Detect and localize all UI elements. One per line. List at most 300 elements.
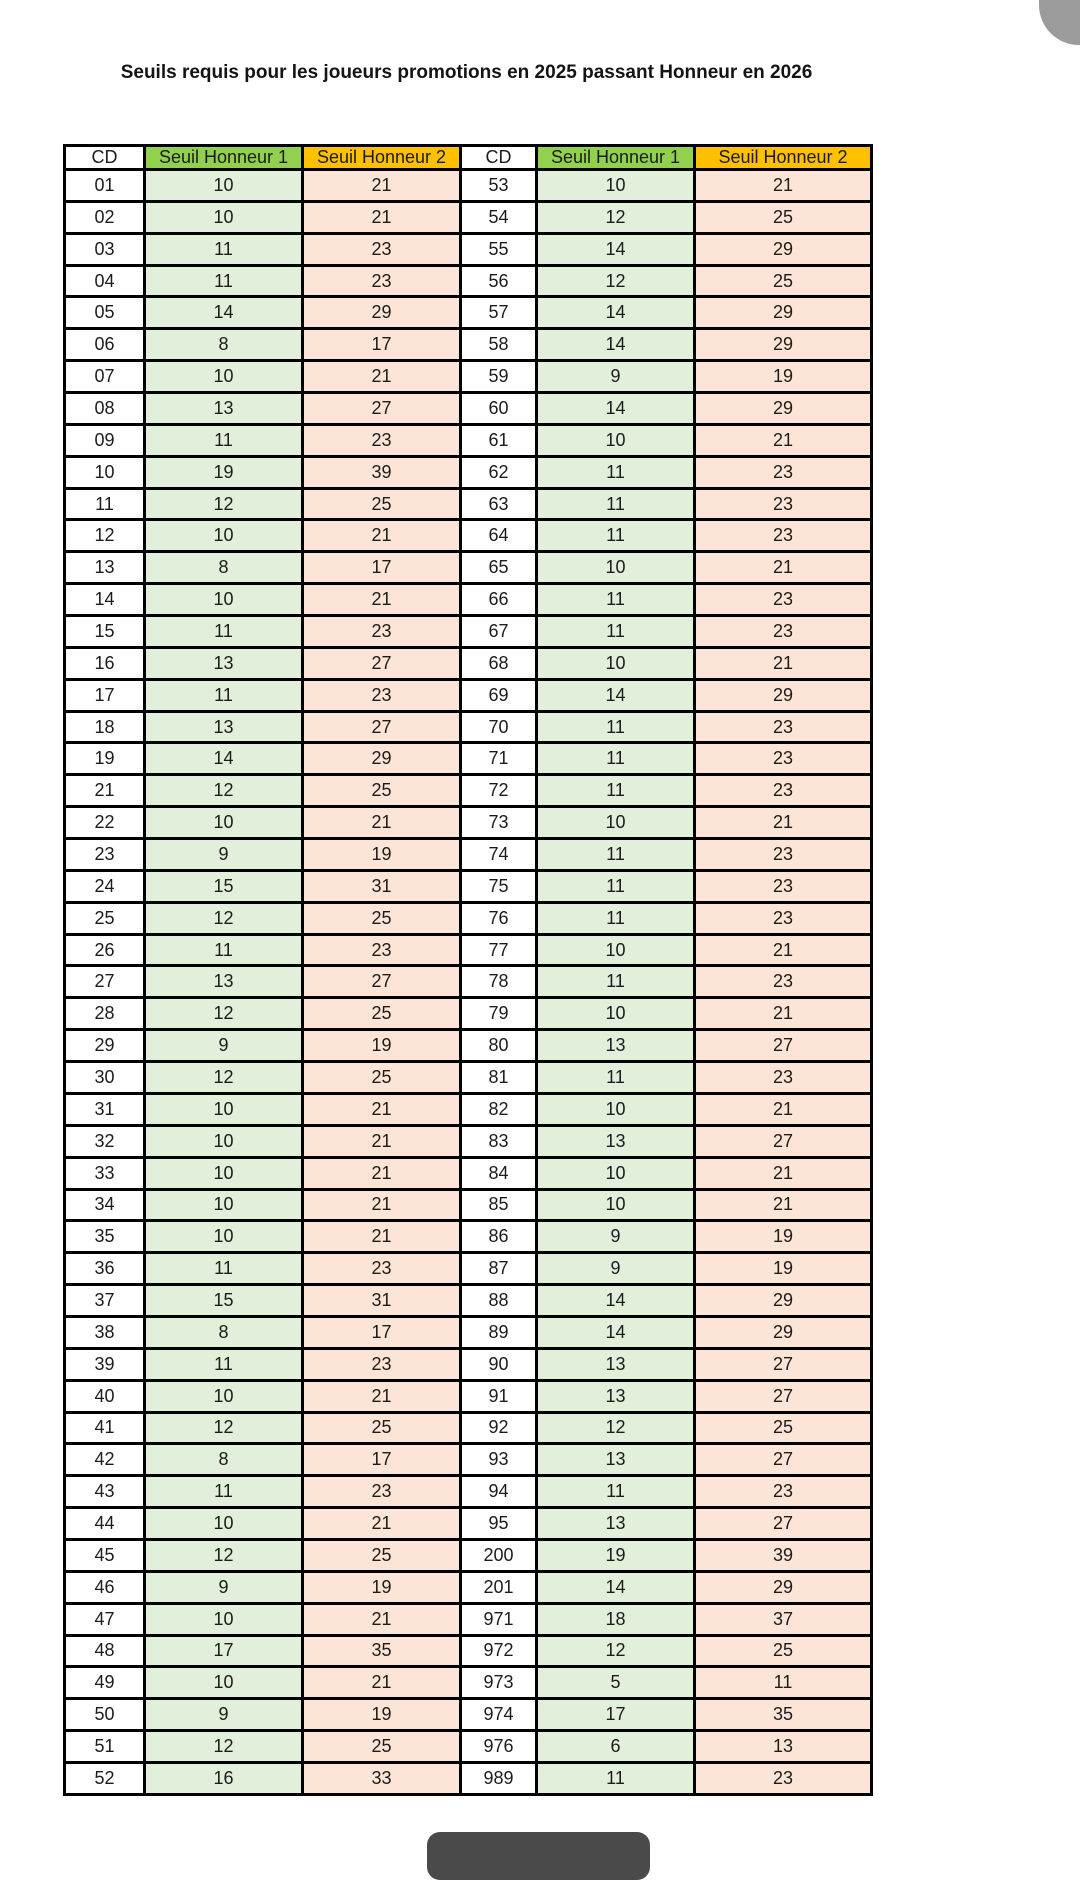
- seuil2-cell: 25: [695, 1412, 872, 1444]
- seuil1-cell: 11: [537, 584, 695, 616]
- cd-cell: 01: [65, 170, 145, 202]
- table-row: [65, 870, 872, 902]
- seuil2-cell: 17: [303, 329, 461, 361]
- seuil1-cell: 13: [145, 393, 303, 425]
- seuil2-cell: 23: [695, 488, 872, 520]
- cd-cell: 25: [65, 902, 145, 934]
- cd-cell: 41: [65, 1412, 145, 1444]
- seuil2-cell: 33: [303, 1762, 461, 1794]
- seuil2-cell: 23: [695, 775, 872, 807]
- seuil2-cell: 23: [695, 456, 872, 488]
- cd-cell: 29: [65, 1030, 145, 1062]
- seuil2-cell: 23: [303, 934, 461, 966]
- seuil2-cell: 29: [303, 743, 461, 775]
- cd-cell: 45: [65, 1539, 145, 1571]
- seuil1-cell: 9: [537, 361, 695, 393]
- seuil1-cell: 11: [537, 456, 695, 488]
- seuil2-cell: 25: [303, 902, 461, 934]
- cd-cell: 57: [461, 297, 537, 329]
- seuil1-cell: 11: [537, 743, 695, 775]
- seuil2-cell: 29: [695, 1285, 872, 1317]
- table-row: [65, 966, 872, 998]
- table-row: [65, 488, 872, 520]
- seuil1-cell: 14: [537, 1285, 695, 1317]
- seuil1-cell: 13: [537, 1030, 695, 1062]
- seuil1-cell: 11: [537, 1062, 695, 1094]
- seuil1-cell: 12: [145, 998, 303, 1030]
- cd-cell: 78: [461, 966, 537, 998]
- cd-cell: 08: [65, 393, 145, 425]
- seuil2-cell: 17: [303, 1316, 461, 1348]
- seuil1-cell: 10: [537, 934, 695, 966]
- seuil1-cell: 16: [145, 1762, 303, 1794]
- cd-cell: 91: [461, 1380, 537, 1412]
- cd-cell: 973: [461, 1667, 537, 1699]
- seuil1-cell: 19: [537, 1539, 695, 1571]
- table-row: [65, 201, 872, 233]
- seuil2-cell: 21: [303, 1093, 461, 1125]
- table-row: [65, 297, 872, 329]
- cd-cell: 32: [65, 1125, 145, 1157]
- table-row: [65, 1125, 872, 1157]
- seuil2-cell: 21: [303, 1125, 461, 1157]
- seuil2-cell: 25: [303, 1412, 461, 1444]
- seuil1-cell: 14: [537, 1571, 695, 1603]
- seuil2-cell: 25: [303, 488, 461, 520]
- seuil2-cell: 21: [695, 1157, 872, 1189]
- cd-cell: 971: [461, 1603, 537, 1635]
- seuil2-cell: 27: [695, 1508, 872, 1540]
- seuil1-cell: 14: [537, 297, 695, 329]
- thresholds-table: [63, 144, 873, 1796]
- cd-cell: 74: [461, 839, 537, 871]
- seuil1-cell: 8: [145, 1444, 303, 1476]
- seuil1-cell: 13: [537, 1444, 695, 1476]
- table-row: [65, 1667, 872, 1699]
- table-row: [65, 170, 872, 202]
- seuil2-cell: 23: [303, 1348, 461, 1380]
- cd-cell: 989: [461, 1762, 537, 1794]
- seuil1-cell: 18: [537, 1603, 695, 1635]
- seuil2-cell: 19: [303, 1571, 461, 1603]
- seuil1-cell: 15: [145, 1285, 303, 1317]
- cd-cell: 19: [65, 743, 145, 775]
- seuil2-cell: 27: [695, 1125, 872, 1157]
- seuil2-cell: 25: [695, 1635, 872, 1667]
- seuil2-cell: 23: [695, 1062, 872, 1094]
- seuil1-cell: 14: [537, 393, 695, 425]
- cd-cell: 63: [461, 488, 537, 520]
- cd-cell: 43: [65, 1476, 145, 1508]
- table-row: [65, 520, 872, 552]
- cd-cell: 56: [461, 265, 537, 297]
- seuil2-cell: 39: [695, 1539, 872, 1571]
- cd-cell: 201: [461, 1571, 537, 1603]
- cd-cell: 93: [461, 1444, 537, 1476]
- seuil2-cell: 11: [695, 1667, 872, 1699]
- cd-cell: 73: [461, 807, 537, 839]
- seuil2-cell: 31: [303, 870, 461, 902]
- table-row: [65, 1062, 872, 1094]
- seuil1-cell: 10: [145, 1189, 303, 1221]
- seuil2-cell: 23: [303, 265, 461, 297]
- seuil1-cell: 12: [537, 201, 695, 233]
- seuil2-cell: 19: [695, 1253, 872, 1285]
- table-row: [65, 1221, 872, 1253]
- seuil1-cell: 14: [145, 297, 303, 329]
- cd-cell: 75: [461, 870, 537, 902]
- seuil1-cell: 13: [537, 1125, 695, 1157]
- cd-cell: 09: [65, 424, 145, 456]
- cd-cell: 17: [65, 679, 145, 711]
- seuil2-cell: 21: [695, 424, 872, 456]
- table-row: [65, 1285, 872, 1317]
- seuil2-cell: 21: [303, 1667, 461, 1699]
- cd-cell: 58: [461, 329, 537, 361]
- table-row: [65, 361, 872, 393]
- cd-cell: 974: [461, 1699, 537, 1731]
- seuil2-cell: 27: [695, 1380, 872, 1412]
- seuil2-cell: 23: [695, 870, 872, 902]
- seuil1-cell: 10: [537, 552, 695, 584]
- seuil1-cell: 10: [145, 201, 303, 233]
- table-row: [65, 1189, 872, 1221]
- cd-cell: 31: [65, 1093, 145, 1125]
- seuil2-cell: 21: [303, 807, 461, 839]
- seuil1-cell: 14: [537, 679, 695, 711]
- seuil2-cell: 19: [303, 1699, 461, 1731]
- seuil1-cell: 9: [537, 1221, 695, 1253]
- seuil2-cell: 21: [695, 170, 872, 202]
- seuil1-cell: 9: [145, 839, 303, 871]
- seuil1-cell: 11: [537, 870, 695, 902]
- cd-cell: 84: [461, 1157, 537, 1189]
- seuil2-cell: 21: [695, 647, 872, 679]
- seuil2-cell: 25: [303, 775, 461, 807]
- seuil2-cell: 19: [695, 1221, 872, 1253]
- seuil1-cell: 15: [145, 870, 303, 902]
- seuil1-cell: 11: [145, 424, 303, 456]
- table-row: [65, 1316, 872, 1348]
- seuil2-cell: 35: [303, 1635, 461, 1667]
- seuil2-cell: 25: [695, 201, 872, 233]
- seuil1-cell: 10: [145, 1508, 303, 1540]
- seuil2-cell: 21: [303, 1603, 461, 1635]
- table-row: [65, 902, 872, 934]
- seuil2-cell: 23: [695, 743, 872, 775]
- seuil2-cell: 23: [695, 1476, 872, 1508]
- seuil1-cell: 10: [145, 1093, 303, 1125]
- column-header-seuil1-right: Seuil Honneur 1: [537, 146, 695, 170]
- page-title: Seuils requis pour les joueurs promotions en 2025 passant Honneur en 2026: [120, 62, 813, 83]
- seuil1-cell: 11: [537, 488, 695, 520]
- seuil2-cell: 25: [303, 998, 461, 1030]
- cd-cell: 88: [461, 1285, 537, 1317]
- seuil1-cell: 6: [537, 1731, 695, 1763]
- cd-cell: 36: [65, 1253, 145, 1285]
- cd-cell: 44: [65, 1508, 145, 1540]
- cd-cell: 94: [461, 1476, 537, 1508]
- seuil2-cell: 23: [695, 1762, 872, 1794]
- seuil1-cell: 9: [145, 1030, 303, 1062]
- table-row: [65, 775, 872, 807]
- column-header-cd-left: CD: [65, 146, 145, 170]
- table-row: [65, 1731, 872, 1763]
- seuil1-cell: 11: [537, 1762, 695, 1794]
- cd-cell: 51: [65, 1731, 145, 1763]
- seuil1-cell: 9: [145, 1571, 303, 1603]
- seuil2-cell: 23: [303, 616, 461, 648]
- seuil2-cell: 23: [695, 616, 872, 648]
- seuil2-cell: 29: [695, 393, 872, 425]
- bottom-toolbar[interactable]: [427, 1832, 650, 1880]
- seuil1-cell: 10: [537, 424, 695, 456]
- seuil2-cell: 25: [303, 1731, 461, 1763]
- table-header-row: [65, 146, 872, 170]
- column-header-cd-right: CD: [461, 146, 537, 170]
- seuil1-cell: 8: [145, 1316, 303, 1348]
- cd-cell: 80: [461, 1030, 537, 1062]
- table-row: [65, 233, 872, 265]
- cd-cell: 95: [461, 1508, 537, 1540]
- seuil1-cell: 12: [145, 775, 303, 807]
- seuil2-cell: 27: [303, 966, 461, 998]
- seuil1-cell: 11: [145, 233, 303, 265]
- table-row: [65, 393, 872, 425]
- seuil1-cell: 14: [145, 743, 303, 775]
- seuil1-cell: 10: [537, 998, 695, 1030]
- cd-cell: 39: [65, 1348, 145, 1380]
- seuil2-cell: 29: [303, 297, 461, 329]
- table-row: [65, 552, 872, 584]
- cd-cell: 65: [461, 552, 537, 584]
- seuil2-cell: 21: [303, 1221, 461, 1253]
- column-header-seuil2-left: Seuil Honneur 2: [303, 146, 461, 170]
- cd-cell: 37: [65, 1285, 145, 1317]
- seuil1-cell: 12: [537, 265, 695, 297]
- cd-cell: 49: [65, 1667, 145, 1699]
- table-row: [65, 807, 872, 839]
- seuil1-cell: 10: [145, 584, 303, 616]
- cd-cell: 72: [461, 775, 537, 807]
- table-row: [65, 1093, 872, 1125]
- seuil1-cell: 10: [145, 361, 303, 393]
- seuil1-cell: 17: [145, 1635, 303, 1667]
- seuil2-cell: 23: [695, 966, 872, 998]
- cd-cell: 34: [65, 1189, 145, 1221]
- seuil1-cell: 10: [145, 1125, 303, 1157]
- seuil1-cell: 10: [145, 1221, 303, 1253]
- seuil2-cell: 21: [695, 998, 872, 1030]
- cd-cell: 90: [461, 1348, 537, 1380]
- table-row: [65, 1444, 872, 1476]
- cd-cell: 05: [65, 297, 145, 329]
- seuil1-cell: 5: [537, 1667, 695, 1699]
- seuil2-cell: 25: [303, 1062, 461, 1094]
- column-header-seuil1-left: Seuil Honneur 1: [145, 146, 303, 170]
- cd-cell: 11: [65, 488, 145, 520]
- cd-cell: 14: [65, 584, 145, 616]
- seuil1-cell: 12: [145, 1731, 303, 1763]
- cd-cell: 27: [65, 966, 145, 998]
- cd-cell: 10: [65, 456, 145, 488]
- seuil2-cell: 27: [303, 393, 461, 425]
- seuil2-cell: 21: [695, 1189, 872, 1221]
- table-row: [65, 616, 872, 648]
- seuil1-cell: 10: [145, 1380, 303, 1412]
- seuil2-cell: 27: [303, 711, 461, 743]
- seuil1-cell: 11: [537, 775, 695, 807]
- seuil2-cell: 21: [303, 170, 461, 202]
- table-row: [65, 584, 872, 616]
- cd-cell: 03: [65, 233, 145, 265]
- seuil1-cell: 11: [537, 902, 695, 934]
- seuil1-cell: 12: [537, 1635, 695, 1667]
- seuil1-cell: 13: [145, 711, 303, 743]
- cd-cell: 04: [65, 265, 145, 297]
- cd-cell: 76: [461, 902, 537, 934]
- seuil1-cell: 11: [145, 1476, 303, 1508]
- cd-cell: 06: [65, 329, 145, 361]
- seuil2-cell: 25: [303, 1539, 461, 1571]
- seuil2-cell: 21: [695, 934, 872, 966]
- seuil2-cell: 29: [695, 297, 872, 329]
- cd-cell: 61: [461, 424, 537, 456]
- seuil2-cell: 27: [303, 647, 461, 679]
- cd-cell: 70: [461, 711, 537, 743]
- seuil2-cell: 23: [303, 1253, 461, 1285]
- table-row: [65, 679, 872, 711]
- cd-cell: 48: [65, 1635, 145, 1667]
- seuil2-cell: 21: [303, 1157, 461, 1189]
- table-row: [65, 934, 872, 966]
- table-row: [65, 647, 872, 679]
- seuil2-cell: 39: [303, 456, 461, 488]
- cd-cell: 64: [461, 520, 537, 552]
- table-row: [65, 1412, 872, 1444]
- cd-cell: 02: [65, 201, 145, 233]
- seuil1-cell: 11: [537, 839, 695, 871]
- seuil2-cell: 21: [303, 1508, 461, 1540]
- seuil1-cell: 10: [537, 807, 695, 839]
- table-row: [65, 998, 872, 1030]
- seuil2-cell: 21: [303, 584, 461, 616]
- seuil1-cell: 11: [145, 616, 303, 648]
- cd-cell: 60: [461, 393, 537, 425]
- seuil1-cell: 11: [537, 711, 695, 743]
- table-row: [65, 743, 872, 775]
- seuil1-cell: 12: [145, 1062, 303, 1094]
- cd-cell: 54: [461, 201, 537, 233]
- seuil1-cell: 14: [537, 1316, 695, 1348]
- cd-cell: 972: [461, 1635, 537, 1667]
- seuil1-cell: 13: [145, 647, 303, 679]
- seuil1-cell: 10: [145, 807, 303, 839]
- table-row: [65, 1380, 872, 1412]
- seuil1-cell: 14: [537, 233, 695, 265]
- seuil1-cell: 14: [537, 329, 695, 361]
- seuil1-cell: 10: [145, 520, 303, 552]
- table-row: [65, 1603, 872, 1635]
- cd-cell: 46: [65, 1571, 145, 1603]
- cd-cell: 15: [65, 616, 145, 648]
- seuil1-cell: 12: [145, 1412, 303, 1444]
- cd-cell: 85: [461, 1189, 537, 1221]
- cd-cell: 21: [65, 775, 145, 807]
- cd-cell: 200: [461, 1539, 537, 1571]
- seuil1-cell: 12: [145, 1539, 303, 1571]
- seuil1-cell: 9: [537, 1253, 695, 1285]
- seuil2-cell: 21: [303, 520, 461, 552]
- cd-cell: 66: [461, 584, 537, 616]
- seuil1-cell: 11: [145, 265, 303, 297]
- cd-cell: 92: [461, 1412, 537, 1444]
- cd-cell: 24: [65, 870, 145, 902]
- seuil1-cell: 13: [537, 1348, 695, 1380]
- cd-cell: 42: [65, 1444, 145, 1476]
- cd-cell: 53: [461, 170, 537, 202]
- cd-cell: 77: [461, 934, 537, 966]
- seuil2-cell: 21: [695, 1093, 872, 1125]
- seuil2-cell: 29: [695, 1571, 872, 1603]
- seuil2-cell: 23: [695, 520, 872, 552]
- seuil2-cell: 23: [303, 233, 461, 265]
- cd-cell: 40: [65, 1380, 145, 1412]
- seuil2-cell: 19: [303, 839, 461, 871]
- cd-cell: 83: [461, 1125, 537, 1157]
- seuil1-cell: 12: [145, 902, 303, 934]
- cd-cell: 52: [65, 1762, 145, 1794]
- cd-cell: 59: [461, 361, 537, 393]
- table-row: [65, 1539, 872, 1571]
- seuil2-cell: 35: [695, 1699, 872, 1731]
- seuil2-cell: 19: [695, 361, 872, 393]
- seuil1-cell: 11: [145, 1253, 303, 1285]
- table-row: [65, 1762, 872, 1794]
- seuil2-cell: 13: [695, 1731, 872, 1763]
- cd-cell: 81: [461, 1062, 537, 1094]
- seuil2-cell: 29: [695, 329, 872, 361]
- seuil1-cell: 19: [145, 456, 303, 488]
- seuil1-cell: 10: [537, 1157, 695, 1189]
- seuil1-cell: 10: [537, 1093, 695, 1125]
- table-row: [65, 711, 872, 743]
- table-row: [65, 424, 872, 456]
- table-row: [65, 1348, 872, 1380]
- seuil2-cell: 27: [695, 1444, 872, 1476]
- table-row: [65, 456, 872, 488]
- seuil1-cell: 12: [145, 488, 303, 520]
- seuil2-cell: 23: [695, 902, 872, 934]
- seuil2-cell: 21: [303, 361, 461, 393]
- cd-cell: 55: [461, 233, 537, 265]
- scroll-indicator[interactable]: [1039, 0, 1080, 45]
- table-row: [65, 265, 872, 297]
- seuil2-cell: 23: [303, 1476, 461, 1508]
- table-body: [65, 170, 872, 1795]
- table-row: [65, 329, 872, 361]
- cd-cell: 38: [65, 1316, 145, 1348]
- seuil2-cell: 23: [695, 839, 872, 871]
- seuil1-cell: 10: [537, 170, 695, 202]
- seuil1-cell: 13: [537, 1508, 695, 1540]
- table-row: [65, 1508, 872, 1540]
- cd-cell: 71: [461, 743, 537, 775]
- cd-cell: 87: [461, 1253, 537, 1285]
- cd-cell: 47: [65, 1603, 145, 1635]
- seuil2-cell: 21: [695, 552, 872, 584]
- seuil1-cell: 13: [145, 966, 303, 998]
